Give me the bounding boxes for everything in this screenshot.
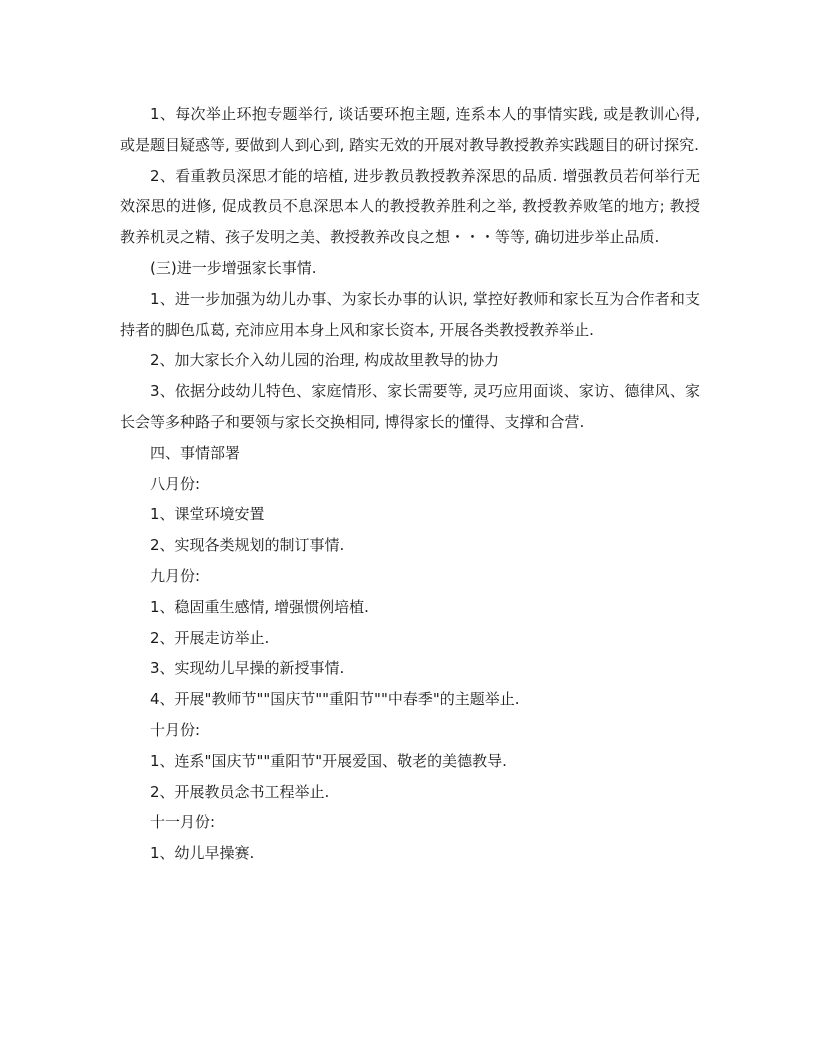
list-item: 2、实现各类规划的制订事情. — [150, 536, 345, 555]
paragraph-parent-service: 1、进一步加强为幼儿办事、为家长办事的认识, 掌控好教师和家长互为合作者和支持者的脚色瓜葛, 充沛应用本身上风和家长资本, 开展各类教授教养举止. — [120, 289, 700, 339]
list-item: 1、稳固重生感情, 增强惯例培植. — [150, 597, 369, 616]
list-item: 2、开展走访举止. — [150, 628, 270, 647]
list-item: 3、实现幼儿早操的新授事情. — [150, 659, 345, 678]
paragraph-reflection-topic: 1、每次举止环抱专题举行, 谈话要环抱主题, 连系本人的事情实践, 或是教训心得, 或是题目疑惑等, 要做到人到心到, 踏实无效的开展对教导教授教养实践题目的研讨探究. — [120, 105, 700, 154]
paragraph-parent-communication: 3、依据分歧幼儿特色、家庭情形、家长需要等, 灵巧应用面谈、家访、德律风、家长会等多种路子和要领与家长交换相同, 博得家长的懂得、支撑和合营. — [120, 382, 700, 431]
list-item: 4、开展"教师节""国庆节""重阳节""中春季"的主题举止. — [150, 690, 520, 709]
month-heading-october: 十月份: — [150, 720, 201, 739]
paragraph-parent-management: 2、加大家长介入幼儿园的治理, 构成故里教导的协力 — [150, 351, 500, 370]
section-heading-parents: (三)进一步增强家长事情. — [150, 258, 317, 277]
list-item: 2、开展教员念书工程举止. — [150, 782, 330, 801]
paragraph-reflection-ability: 2、看重教员深思才能的培植, 进步教员教授教养深思的品质. 增强教员若何举行无效深思的进修, 促成教员不息深思本人的教授教养胜利之举, 教授教养败笔的地方; 教授教养机灵之精、孩子发明之美、教授教养改良之想・・・等等, 确切进步举止品质. — [120, 166, 700, 247]
month-heading-september: 九月份: — [150, 566, 201, 585]
list-item: 1、课堂环境安置 — [150, 505, 265, 524]
month-heading-august: 八月份: — [150, 474, 201, 493]
section-heading-work-plan: 四、事情部署 — [150, 443, 241, 462]
list-item: 1、连系"国庆节""重阳节"开展爱国、敬老的美德教导. — [150, 751, 507, 770]
month-heading-november: 十一月份: — [150, 813, 216, 832]
list-item: 1、幼儿早操赛. — [150, 844, 255, 863]
document-body — [120, 99, 700, 869]
